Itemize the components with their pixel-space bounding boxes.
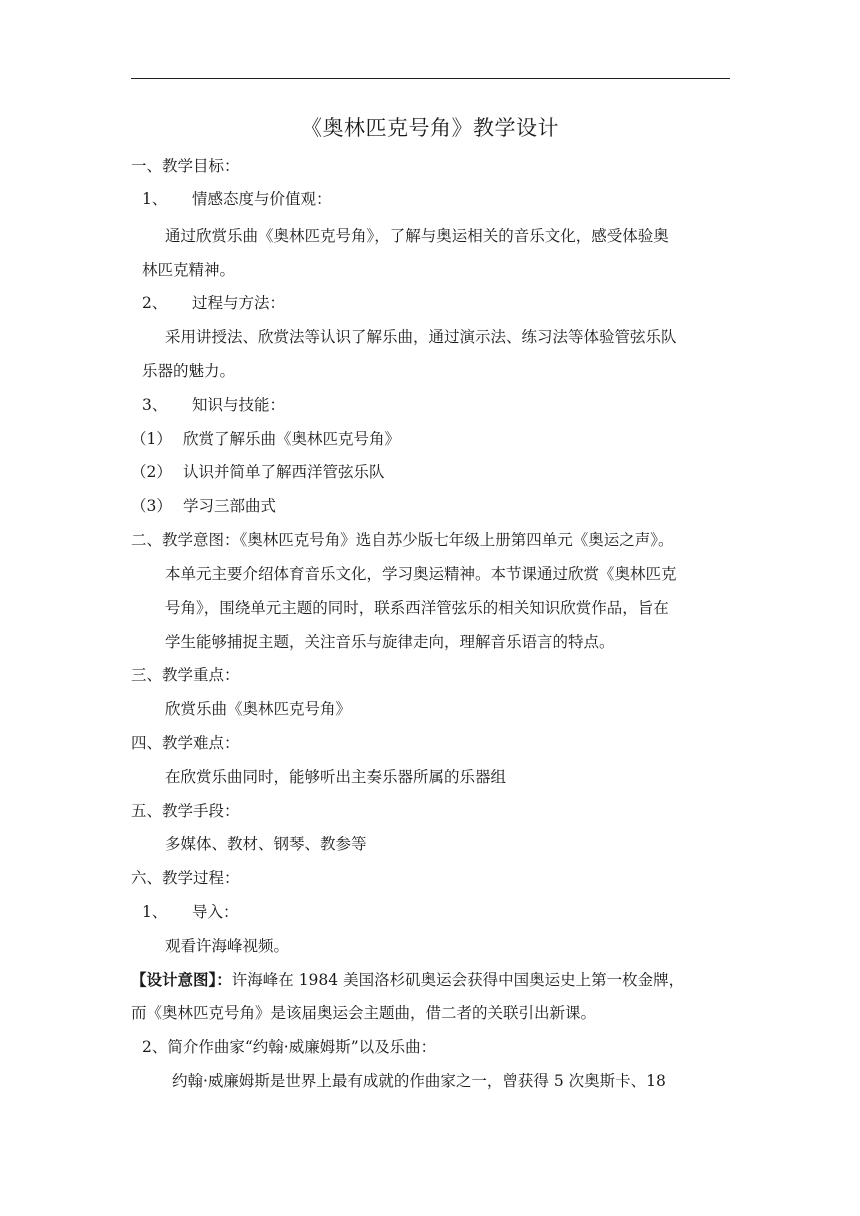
list-number: 2、 xyxy=(142,294,168,312)
paragraph-line: 观看许海峰视频。 xyxy=(165,937,290,955)
process-step-1 xyxy=(142,902,239,922)
paragraph-line: 欣赏乐曲《奥林匹克号角》 xyxy=(165,700,352,718)
paragraph-line: 采用讲授法、欣赏法等认识了解乐曲，通过演示法、练习法等体验管弦乐队 xyxy=(165,328,677,346)
paragraph-line: 本单元主要介绍体育音乐文化，学习奥运精神。本节课通过欣赏《奥林匹克 xyxy=(165,565,677,583)
document-title: 《奥林匹克号角》教学设计 xyxy=(301,116,559,140)
header-rule xyxy=(131,78,730,79)
process-step-2: 2、简介作曲家“约翰·威廉姆斯”以及乐曲： xyxy=(142,1038,437,1056)
list-text: 过程与方法： xyxy=(192,294,286,312)
paragraph-line: 号角》，围绕单元主题的同时，联系西洋管弦乐的相关知识欣赏作品，旨在 xyxy=(165,599,669,617)
objective-1 xyxy=(142,189,332,209)
section-heading-process: 六、教学过程： xyxy=(131,869,240,887)
list-text: 欣赏了解乐曲《奥林匹克号角》 xyxy=(183,430,401,448)
list-text: 情感态度与价值观： xyxy=(192,190,332,208)
paragraph-line: 学生能够捕捉主题，关注音乐与旋律走向，理解音乐语言的特点。 xyxy=(165,633,615,651)
section-heading-intent: 二、教学意图：《奥林匹克号角》选自苏少版七年级上册第四单元《奥运之声》。 xyxy=(131,531,674,549)
list-number: 1、 xyxy=(142,190,168,208)
sub-item-3 xyxy=(131,496,276,516)
section-heading-key-points: 三、教学重点： xyxy=(131,666,240,684)
paragraph-line: 多媒体、教材、钢琴、教参等 xyxy=(165,835,367,853)
list-text: 认识并简单了解西洋管弦乐队 xyxy=(183,463,385,481)
paragraph-line: 林匹克精神。 xyxy=(142,261,236,279)
paragraph-line: 在欣赏乐曲同时，能够听出主奏乐器所属的乐器组 xyxy=(165,768,507,786)
list-text: 学习三部曲式 xyxy=(183,497,277,515)
design-intent-text: 许海峰在 1984 美国洛杉矶奥运会获得中国奥运史上第一枚金牌， xyxy=(231,971,685,989)
design-intent-label: 【设计意图】： xyxy=(131,970,232,989)
objective-2 xyxy=(142,293,285,313)
list-number: （2） xyxy=(131,463,172,481)
list-text: 知识与技能： xyxy=(192,396,286,414)
list-number: 1、 xyxy=(142,903,168,921)
list-text: 导入： xyxy=(192,903,239,921)
section-heading-difficulties: 四、教学难点： xyxy=(131,734,240,752)
section-heading-means: 五、教学手段： xyxy=(131,802,240,820)
paragraph-line: 约翰·威廉姆斯是世界上最有成就的作曲家之一，曾获得 5 次奥斯卡、18 xyxy=(172,1072,666,1090)
sub-item-2 xyxy=(131,462,385,482)
design-intent-line xyxy=(131,970,684,990)
paragraph-line: 乐器的魅力。 xyxy=(142,362,236,380)
list-number: 3、 xyxy=(142,396,168,414)
sub-item-1 xyxy=(131,429,400,449)
objective-3 xyxy=(142,395,285,415)
paragraph-line: 而《奥林匹克号角》是该届奥运会主题曲，借二者的关联引出新课。 xyxy=(131,1004,597,1022)
section-heading-objectives: 一、教学目标： xyxy=(131,157,240,175)
list-number: （3） xyxy=(131,497,172,515)
paragraph-line: 通过欣赏乐曲《奥林匹克号角》，了解与奥运相关的音乐文化，感受体验奥 xyxy=(165,227,669,245)
list-number: （1） xyxy=(131,430,172,448)
